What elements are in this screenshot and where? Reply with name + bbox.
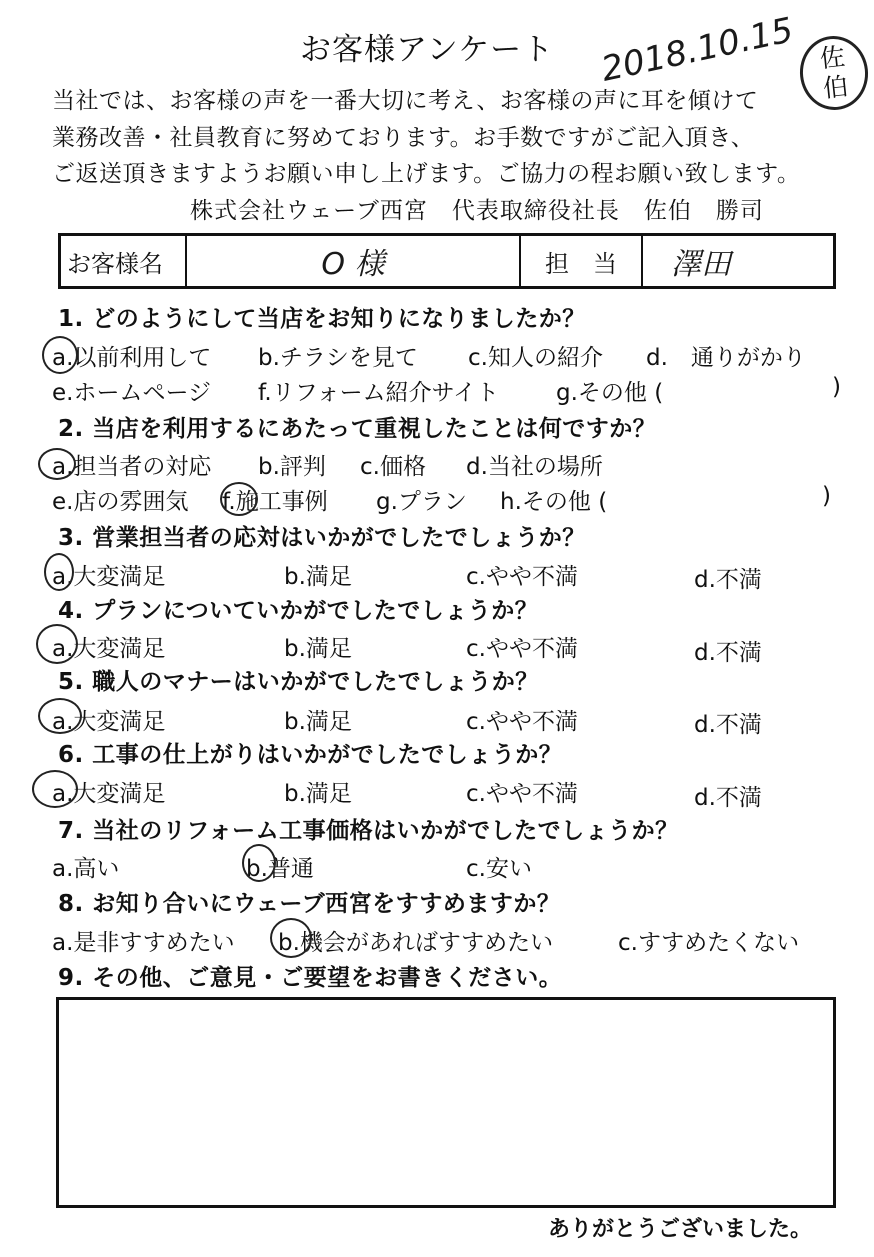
question-8: 8. お知り合いにウェーブ西宮をすすめますか？ [58,891,561,917]
q2-option-h[interactable]: h.その他 ( [500,489,608,515]
q8-option-b[interactable]: b.機会があればすすめたい [278,930,554,956]
q7-option-c[interactable]: c.安い [466,856,532,882]
q2-option-c[interactable]: c.価格 [360,454,426,480]
q3-option-a[interactable]: a.大変満足 [52,564,166,590]
staff-label: 担 当 [520,235,642,288]
q2-option-d[interactable]: d.当社の場所 [466,454,603,480]
thanks-message: ありがとうございました。 [548,1217,813,1242]
q4-option-b[interactable]: b.満足 [284,636,352,662]
q2-other-close: ) [822,483,831,509]
q1-option-a[interactable]: a.以前利用して [52,345,212,371]
intro-line-1: 当社では、お客様の声を一番大切に考え、お客様の声に耳を傾けて [52,88,759,114]
q6-option-c[interactable]: c.やや不満 [466,781,578,807]
q1-option-b[interactable]: b.チラシを見て [258,345,418,371]
q1-option-e[interactable]: e.ホームページ [52,380,212,406]
q3-answer-circle [44,553,74,591]
q6-option-a[interactable]: a.大変満足 [52,781,166,807]
customer-name-field[interactable]: O 様 [186,235,520,288]
stamp-char-2: 伯 [821,71,850,104]
q6-answer-circle [32,770,78,808]
q6-option-d[interactable]: d.不満 [694,785,762,811]
q2-option-a[interactable]: a.担当者の対応 [52,454,212,480]
q7-answer-circle [242,844,276,882]
intro-line-3: ご返送頂きますようお願い申し上げます。ご協力の程お願い致します。 [52,161,801,187]
question-4: 4. プランについていかがでしたでしょうか？ [58,598,539,624]
q2-option-f[interactable]: f.施工事例 [222,489,328,515]
q7-option-b[interactable]: b.普通 [246,856,314,882]
stamp-char-1: 佐 [818,41,847,74]
q5-answer-circle [38,698,82,734]
q8-option-c[interactable]: c.すすめたくない [618,930,800,956]
question-3: 3. 営業担当者の応対はいかがでしたでしょうか？ [58,525,586,551]
q3-option-b[interactable]: b.満足 [284,564,352,590]
customer-info-table [58,233,836,289]
question-2: 2. 当店を利用するにあたって重視したことは何ですか？ [58,416,657,442]
q5-option-a[interactable]: a.大変満足 [52,709,166,735]
q1-option-g[interactable]: g.その他 ( [556,380,664,406]
q5-option-d[interactable]: d.不満 [694,712,762,738]
q1-other-close: ) [832,374,841,400]
intro-line-2: 業務改善・社員教育に努めております。お手数ですがご記入頂き、 [52,125,755,151]
handwritten-date: 2018.10.15 [597,10,797,90]
survey-title: お客様アンケート [300,32,555,68]
q6-option-b[interactable]: b.満足 [284,781,352,807]
q4-option-c[interactable]: c.やや不満 [466,636,578,662]
q2-option-g[interactable]: g.プラン [376,489,467,515]
q1-answer-circle [42,336,78,374]
seal-stamp [796,33,871,114]
question-5: 5. 職人のマナーはいかがでしたでしょうか？ [58,669,539,695]
q4-option-d[interactable]: d.不満 [694,640,762,666]
question-9: 9. その他、ご意見・ご要望をお書きください。 [58,965,563,991]
question-6: 6. 工事の仕上がりはいかがでしたでしょうか？ [58,742,563,768]
q1-option-c[interactable]: c.知人の紹介 [468,345,603,371]
q3-option-d[interactable]: d.不満 [694,567,762,593]
q1-option-f[interactable]: f.リフォーム紹介サイト [258,380,499,406]
q2-answer-circle-f [220,482,258,516]
q3-option-c[interactable]: c.やや不満 [466,564,578,590]
q2-option-b[interactable]: b.評判 [258,454,326,480]
q8-option-a[interactable]: a.是非すすめたい [52,930,235,956]
q4-option-a[interactable]: a.大変満足 [52,636,166,662]
company-signature: 株式会社ウェーブ西宮 代表取締役社長 佐伯 勝司 [190,198,764,224]
q5-option-c[interactable]: c.やや不満 [466,709,578,735]
comment-box[interactable] [56,997,836,1208]
question-1: 1. どのようにして当店をお知りになりましたか？ [58,306,586,332]
q2-option-e[interactable]: e.店の雰囲気 [52,489,189,515]
question-7: 7. 当社のリフォーム工事価格はいかがでしたでしょうか？ [58,818,679,844]
q8-answer-circle [270,918,312,958]
staff-field[interactable]: 澤田 [642,235,835,288]
customer-name-label: お客様名 [60,235,187,288]
q4-answer-circle [36,624,78,664]
q7-option-a[interactable]: a.高い [52,856,120,882]
q5-option-b[interactable]: b.満足 [284,709,352,735]
q2-answer-circle-a [38,448,76,480]
q1-option-d[interactable]: d. 通りがかり [646,345,806,371]
